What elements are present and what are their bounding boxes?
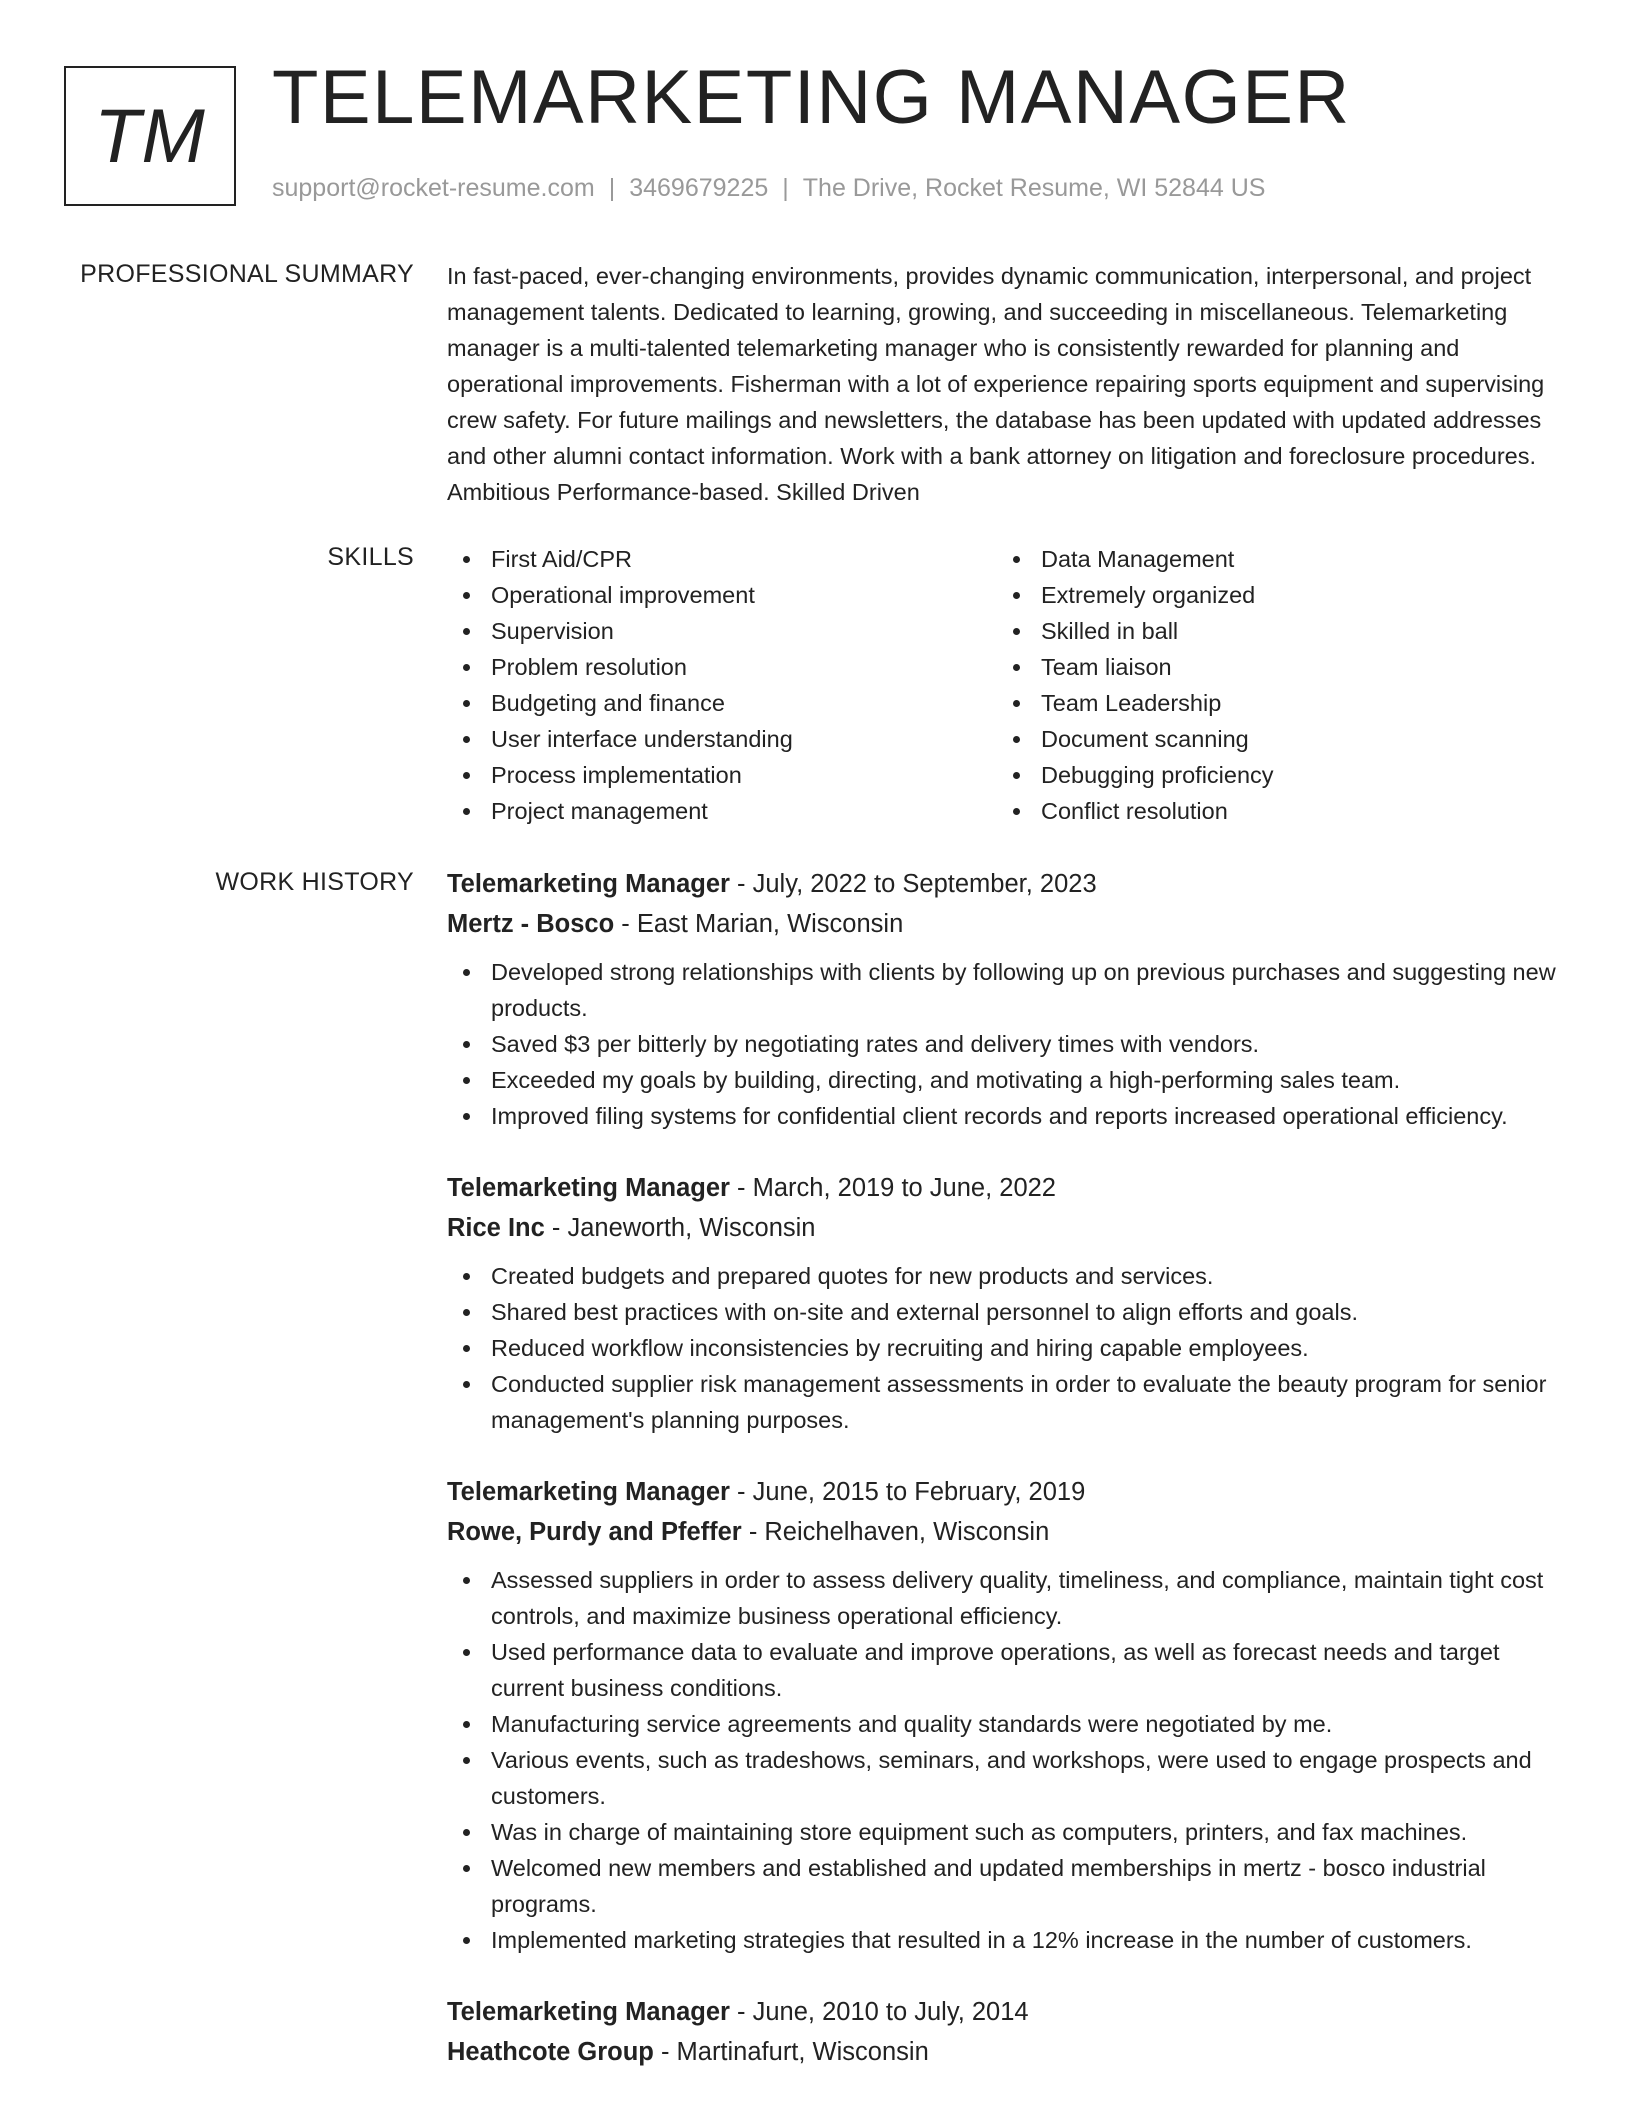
skill-item: Data Management [997,541,1547,577]
job-location: - Janeworth, Wisconsin [544,1214,816,1242]
skills-body [447,541,1562,829]
work-history-body [447,864,1562,2106]
resume-title: TELEMARKETING MANAGER [272,55,1351,140]
contact-separator: | [782,174,789,202]
skill-item: Document scanning [997,721,1547,757]
skill-item: Supervision [447,613,997,649]
job-location: - Reichelhaven, Wisconsin [741,1518,1050,1546]
skill-item: Project management [447,793,997,829]
job-dates: - March, 2019 to June, 2022 [729,1174,1056,1202]
job-bullet: Assessed suppliers in order to assess delivery quality, timeliness, and compliance, maintain tight cost controls, and maximize business operational efficiency. [447,1562,1562,1634]
skill-item: First Aid/CPR [447,541,997,577]
job-bullet: Created budgets and prepared quotes for new products and services. [447,1258,1562,1294]
job-company-line [447,1208,1562,1248]
job-dates: - June, 2010 to July, 2014 [729,1998,1029,2026]
job-title: Telemarketing Manager [447,1998,730,2026]
job-company: Rice Inc [447,1214,545,1242]
job-entry [447,1168,1562,1438]
job-bullet-list [447,954,1562,1134]
job-title-line [447,1992,1562,2032]
job-entry [447,1472,1562,1958]
job-entry [447,1992,1562,2072]
skill-item: Problem resolution [447,649,997,685]
job-bullet: Improved filing systems for confidential client records and reports increased operational efficiency. [447,1098,1562,1134]
skill-item: Conflict resolution [997,793,1547,829]
summary-text: In fast-paced, ever-changing environments, provides dynamic communication, interpersonal, and project management talents. Dedicated to learning, growing, and succeeding in miscellaneous. Telemarketing manager is a multi-talented telemarketing manager who is consistently rewarded for planning and operational improvements. Fisherman with a lot of experience repairing sports equipment and supervising crew safety. For future mailings and newsletters, the database has been updated with updated addresses and other alumni contact information. Work with a bank attorney on litigation and foreclosure procedures. Ambitious Performance-based. Skilled Driven [447,263,1545,505]
contact-phone: 3469679225 [629,174,769,202]
job-entry [447,864,1562,1134]
job-bullet: Conducted supplier risk management assessments in order to evaluate the beauty program for senior management's planning purposes. [447,1366,1562,1438]
job-location: - Martinafurt, Wisconsin [653,2038,929,2066]
job-dates: - July, 2022 to September, 2023 [729,870,1097,898]
job-title-line [447,864,1562,904]
work-history-heading: WORK HISTORY [215,868,414,896]
skills-list-left [447,541,997,829]
skill-item: Debugging proficiency [997,757,1547,793]
skills-list-right [997,541,1547,829]
job-title-line [447,1472,1562,1512]
skill-item: Team Leadership [997,685,1547,721]
job-bullet: Reduced workflow inconsistencies by recruiting and hiring capable employees. [447,1330,1562,1366]
job-bullet: Used performance data to evaluate and improve operations, as well as forecast needs and target current business conditions. [447,1634,1562,1706]
job-bullet-list [447,1258,1562,1438]
skill-item: Skilled in ball [997,613,1547,649]
job-title: Telemarketing Manager [447,870,730,898]
job-bullet: Was in charge of maintaining store equipment such as computers, printers, and fax machines. [447,1814,1562,1850]
job-company-line [447,1512,1562,1552]
job-company: Mertz - Bosco [447,910,615,938]
skill-item: Operational improvement [447,577,997,613]
job-company-line [447,904,1562,944]
job-dates: - June, 2015 to February, 2019 [729,1478,1086,1506]
skill-item: Team liaison [997,649,1547,685]
job-bullet-list [447,1562,1562,1958]
job-bullet: Saved $3 per bitterly by negotiating rates and delivery times with vendors. [447,1026,1562,1062]
job-company: Heathcote Group [447,2038,654,2066]
skill-item: Extremely organized [997,577,1547,613]
monogram-initials: TM [94,93,206,179]
job-bullet: Various events, such as tradeshows, seminars, and workshops, were used to engage prospects and customers. [447,1742,1562,1814]
job-title: Telemarketing Manager [447,1478,730,1506]
job-bullet: Implemented marketing strategies that resulted in a 12% increase in the number of customers. [447,1922,1562,1958]
contact-address: The Drive, Rocket Resume, WI 52844 US [802,174,1266,202]
job-title-line [447,1168,1562,1208]
job-bullet: Welcomed new members and established and updated memberships in mertz - bosco industrial programs. [447,1850,1562,1922]
skill-item: Budgeting and finance [447,685,997,721]
job-bullet: Developed strong relationships with clients by following up on previous purchases and suggesting new products. [447,954,1562,1026]
job-company-line [447,2032,1562,2072]
job-bullet: Manufacturing service agreements and quality standards were negotiated by me. [447,1706,1562,1742]
skill-item: Process implementation [447,757,997,793]
job-title: Telemarketing Manager [447,1174,730,1202]
contact-line [272,174,1265,203]
contact-separator: | [608,174,616,202]
summary-heading: PROFESSIONAL SUMMARY [80,260,414,288]
job-company: Rowe, Purdy and Pfeffer [447,1518,742,1546]
monogram-box [64,66,236,206]
job-bullet: Exceeded my goals by building, directing, and motivating a high-performing sales team. [447,1062,1562,1098]
contact-email: support@rocket-resume.com [272,174,595,202]
job-location: - East Marian, Wisconsin [614,910,904,938]
skill-item: User interface understanding [447,721,997,757]
job-bullet: Shared best practices with on-site and external personnel to align efforts and goals. [447,1294,1562,1330]
skills-heading: SKILLS [327,543,414,571]
